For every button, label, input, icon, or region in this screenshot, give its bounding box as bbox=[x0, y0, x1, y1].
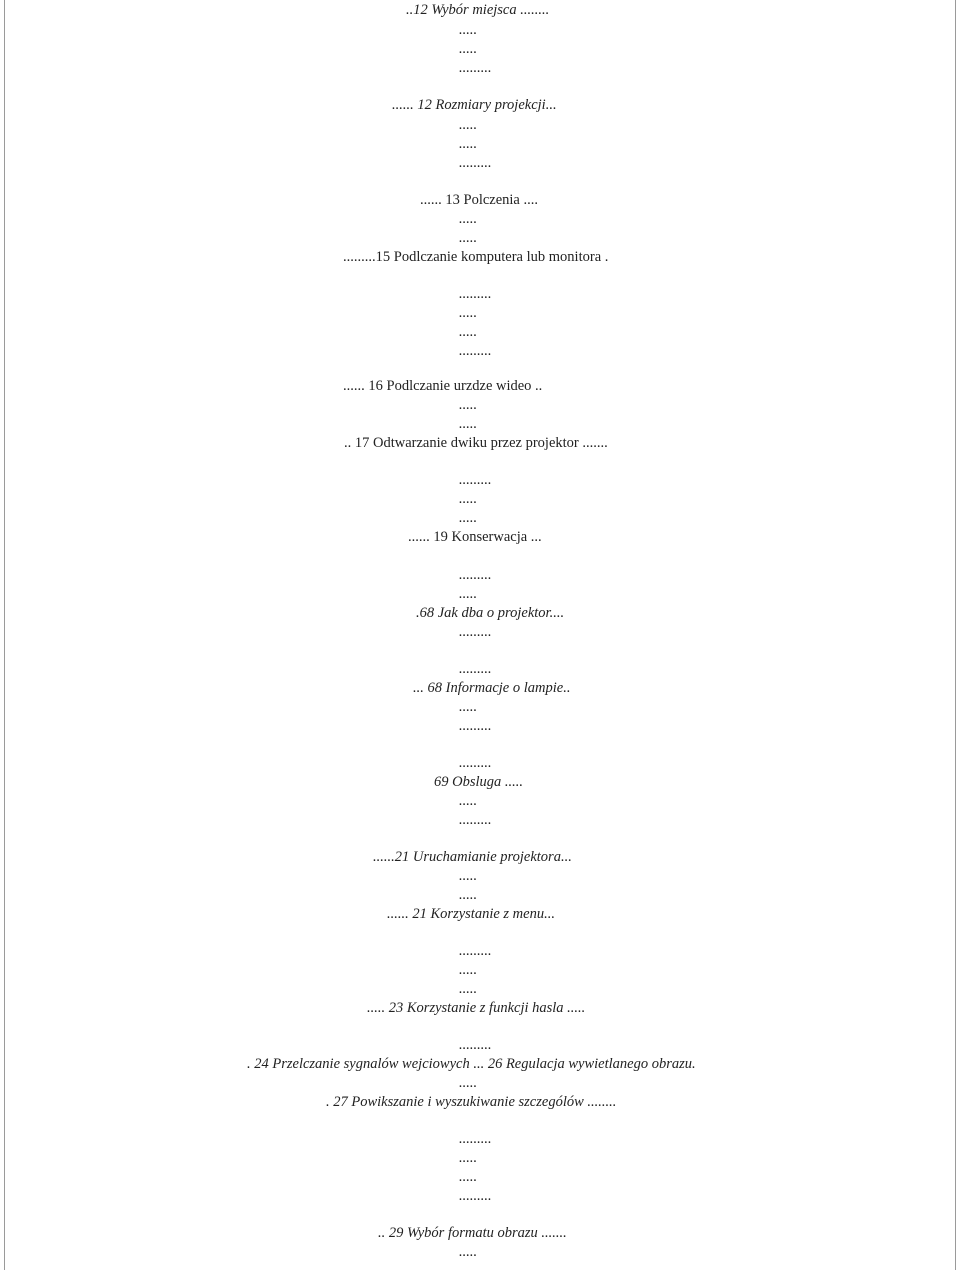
toc-leader-dots: ..... bbox=[459, 491, 478, 507]
toc-leader-dots: ..... bbox=[459, 699, 478, 715]
toc-leader-dots: ..... bbox=[459, 793, 478, 809]
toc-leader-dots: ..... bbox=[459, 1150, 478, 1166]
toc-entry-uruchamianie-projektora[interactable]: ......21 Uruchamianie projektora... bbox=[373, 849, 572, 865]
toc-leader-dots: ..... bbox=[459, 397, 478, 413]
toc-leader-dots: ..... bbox=[459, 868, 478, 884]
toc-leader-dots: ..... bbox=[459, 962, 478, 978]
toc-leader-dots: ......... bbox=[459, 943, 492, 959]
toc-leader-dots: ..... bbox=[459, 1169, 478, 1185]
toc-leader-dots: ..... bbox=[459, 416, 478, 432]
toc-entry-podlaczanie-komputera[interactable]: .........15 Podlczanie komputera lub monitora . bbox=[343, 249, 609, 265]
toc-leader-dots: ..... bbox=[459, 324, 478, 340]
toc-entry-funkcja-hasla[interactable]: ..... 23 Korzystanie z funkcji hasla ..... bbox=[367, 1000, 586, 1016]
toc-leader-dots: ......... bbox=[459, 661, 492, 677]
toc-leader-dots: ..... bbox=[459, 211, 478, 227]
toc-leader-dots: ......... bbox=[459, 812, 492, 828]
toc-entry-rozmiary-projekcji[interactable]: ...... 12 Rozmiary projekcji... bbox=[392, 97, 557, 113]
toc-leader-dots: ......... bbox=[459, 343, 492, 359]
toc-entry-jak-dbac-o-projektor[interactable]: .68 Jak dba o projektor.... bbox=[416, 605, 565, 621]
toc-entry-wybor-miejsca[interactable]: ..12 Wybór miejsca ........ bbox=[406, 2, 550, 18]
toc-leader-dots: ......... bbox=[459, 755, 492, 771]
toc-entry-korzystanie-z-menu[interactable]: ...... 21 Korzystanie z menu... bbox=[387, 906, 555, 922]
toc-leader-dots: ......... bbox=[459, 1131, 492, 1147]
toc-entry-powiekszanie[interactable]: . 27 Powikszanie i wyszukiwanie szczególów ........ bbox=[326, 1094, 617, 1110]
toc-leader-dots: ..... bbox=[459, 586, 478, 602]
toc-leader-dots: ......... bbox=[459, 472, 492, 488]
toc-leader-dots: ..... bbox=[459, 305, 478, 321]
toc-leader-dots: ..... bbox=[459, 981, 478, 997]
toc-leader-dots: ......... bbox=[459, 718, 492, 734]
toc-entry-podlaczanie-urzadzen-wideo[interactable]: ...... 16 Podlczanie urzdze wideo .. bbox=[343, 378, 543, 394]
toc-leader-dots: ..... bbox=[459, 117, 478, 133]
toc-leader-dots: ..... bbox=[459, 1244, 478, 1260]
toc-entry-odtwarzanie-dzwieku[interactable]: .. 17 Odtwarzanie dwiku przez projektor ....... bbox=[344, 435, 608, 451]
toc-leader-dots: ......... bbox=[459, 60, 492, 76]
toc-leader-dots: ..... bbox=[459, 230, 478, 246]
toc-entry-informacje-o-lampie[interactable]: ... 68 Informacje o lampie.. bbox=[413, 680, 571, 696]
toc-leader-dots: ..... bbox=[459, 22, 478, 38]
toc-leader-dots: ..... bbox=[459, 887, 478, 903]
toc-leader-dots: ..... bbox=[459, 41, 478, 57]
toc-leader-dots: ......... bbox=[459, 1037, 492, 1053]
toc-leader-dots: ......... bbox=[459, 155, 492, 171]
toc-leader-dots: ..... bbox=[459, 510, 478, 526]
toc-entry-obsluga[interactable]: 69 Obsluga ..... bbox=[434, 774, 524, 790]
toc-leader-dots: ......... bbox=[459, 1188, 492, 1204]
toc-entry-przelaczanie-sygnalow[interactable]: . 24 Przelczanie sygnalów wejciowych ... 26 Regulacja wywietlanego obrazu. bbox=[247, 1056, 696, 1072]
toc-leader-dots: ..... bbox=[459, 1075, 478, 1091]
toc-leader-dots: ......... bbox=[459, 286, 492, 302]
toc-entry-wybor-formatu-obrazu[interactable]: .. 29 Wybór formatu obrazu ....... bbox=[378, 1225, 567, 1241]
toc-leader-dots: ..... bbox=[459, 136, 478, 152]
toc-leader-dots: ......... bbox=[459, 567, 492, 583]
toc-entry-konserwacja[interactable]: ...... 19 Konserwacja ... bbox=[408, 529, 542, 545]
toc-entry-polaczenia[interactable]: ...... 13 Polczenia .... bbox=[420, 192, 538, 208]
toc-leader-dots: ......... bbox=[459, 624, 492, 640]
